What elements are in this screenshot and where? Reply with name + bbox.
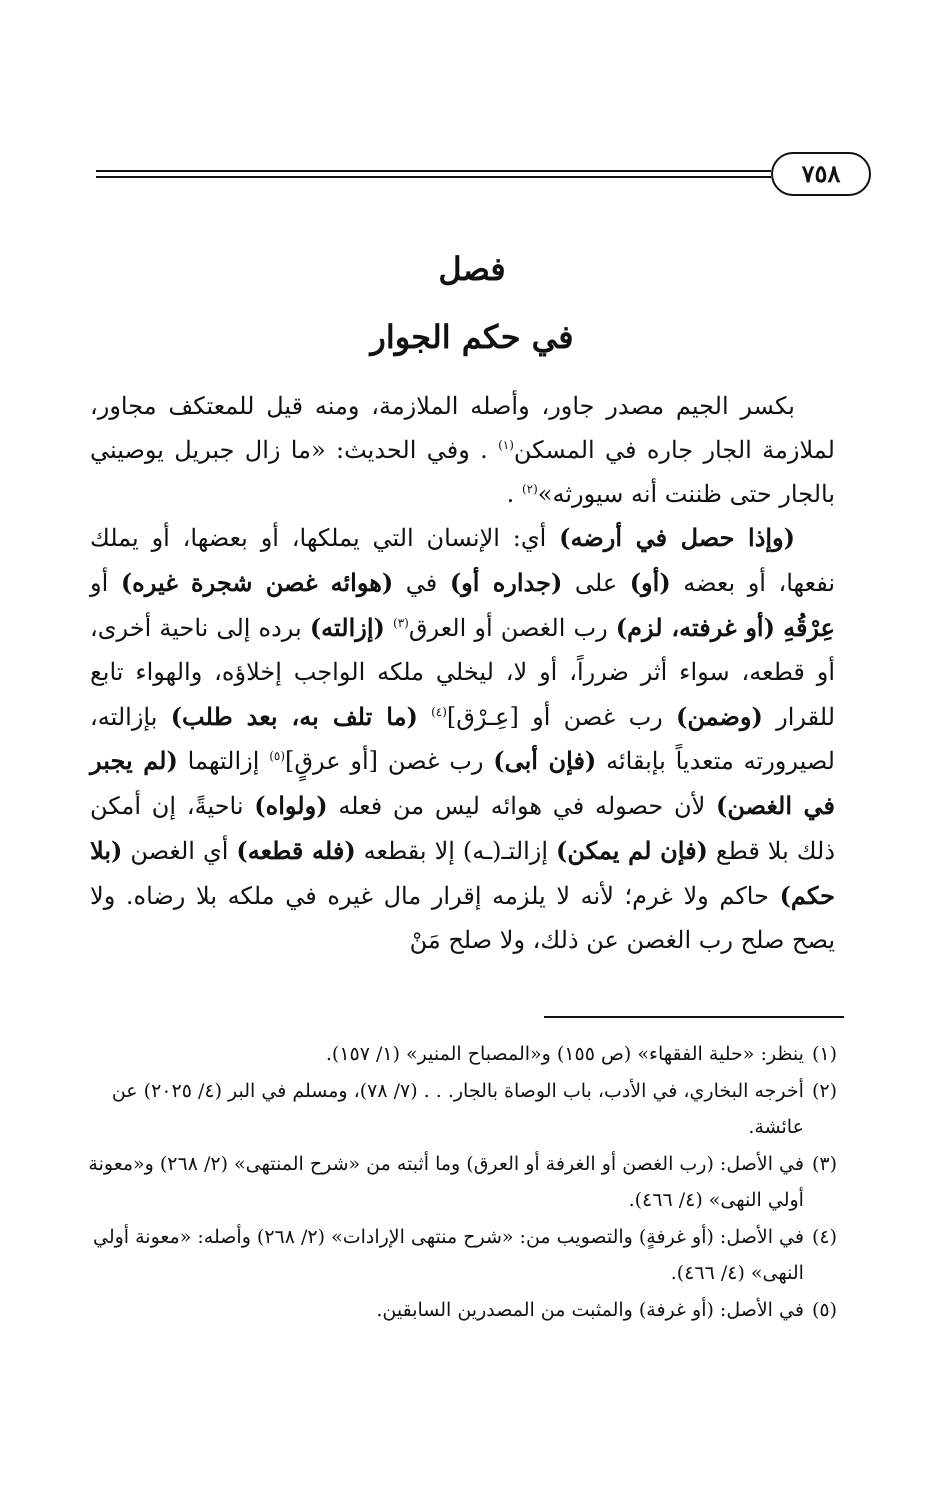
footnote [82,1073,837,1146]
matn-3: (جداره أو) [449,568,563,598]
matn-2: (أو) [629,568,671,598]
sharh-13: إزالتهما [177,747,270,776]
matn-10: (فإن أبى) [493,746,597,776]
sharh-6: رب الغصن أو العرق [408,613,616,642]
footnote-number: (٣) [811,1152,837,1175]
body-text [90,385,835,962]
sharh-11: بإزالته، لصيرورته متعدياً بإبقائه [90,702,835,776]
section-subtitle: في حكم الجوار [370,318,574,356]
matn-1: (وإذا حصل في أرضه) [559,523,795,553]
matn-7: (إزالته) [309,612,385,642]
footnote-ref-1: (١) [498,437,514,452]
sharh-15: ناحيةً، إن أمكن ذلك بلا قطع [90,792,835,865]
footnote-text: أخرجه البخاري، في الأدب، باب الوصاة بالجار. . . (٧/ ٧٨)، ومسلم في البر (٤/ ٢٠٢٥) عن عائشة. [111,1079,804,1138]
footnote-text: في الأصل: (أو غرفةٍ) والتصويب من: «شرح منتهى الإرادات» (٢/ ٢٦٨) وأصله: «معونة أولي النهى» (٤/ ٤٦٦). [92,1225,804,1284]
footnote [82,1036,837,1073]
page-header [96,152,871,198]
footnote-ref-5: (٥) [269,749,286,764]
matn-5: عِرْقُهِ [783,612,835,642]
footnote-text: ينظر: «حلية الفقهاء» (ص ١٥٥) و«المصباح المنير» (١/ ١٥٧). [325,1043,804,1065]
section-title: فصل [438,250,506,288]
p1-text-2: . وفي الحديث: «ما زال جبريل يوصيني بالجار حتى ظننت أنه سيورثه» [90,435,835,508]
sharh-3: في [393,569,450,598]
sharh-18: حاكم ولا غرم؛ لأنه لا يلزمه إقرار مال غيره في ملكه بلا رضاه. ولا يصح صلح رب الغصن عن ذلك، ولا صلح مَنْ [90,881,835,954]
matn-9: (ما تلف به، بعد طلب) [170,701,418,731]
sharh-10 [418,703,431,731]
footnote-number: (٤) [811,1225,837,1248]
sharh-14: لأن حصوله في هوائه ليس من فعله [327,792,717,821]
header-rule [96,170,771,178]
paragraph-1 [90,385,835,516]
footnote-number: (١) [811,1043,837,1065]
footnote-text: في الأصل: (رب الغصن أو الغرفة أو العرق) وما أثبته من «شرح المنتهى» (٢/ ٢٦٨) و«معونة أولي النهى» (٤/ ٤٦٦). [88,1152,804,1211]
p1-end: . [506,479,522,508]
footnote-ref-4: (٤) [431,704,447,719]
footnote-ref-3: (٣) [393,615,409,630]
sharh-1: أي: الإنسان التي يملكها، أو بعضها، أو يملك نفعها، أو بعضه [90,524,836,598]
sharh-2: على [562,569,630,598]
sharh-12: رب غصن [أو عرقٍ] [285,747,494,776]
sharh-8: برده إلى ناحية أخرى، أو قطعه، سواء أثر ضرراً، أو لا، ليخلي ملكه الواجب إخلاؤه، والهواء تابع للقرار [90,613,836,731]
sharh-4: أو [90,569,121,598]
footnote-text: في الأصل: (أو غرفة) والمثبت من المصدرين السابقين. [376,1298,804,1321]
matn-15: (بلا حكم) [90,835,835,910]
matn-14: (فله قطعه) [236,835,356,865]
sharh-5 [775,614,783,642]
matn-4: (هوائه غصن شجرة غيره) [120,568,394,598]
matn-6: (أو غرفته، لزم) [615,612,775,642]
matn-8: (وضمن) [676,701,763,731]
sharh-9: رب غصن أو [عِـرْق] [446,702,677,731]
footnotes [82,1036,837,1328]
sharh-16: إزالتـ(ـه) إلا بقطعه [355,836,557,865]
paragraph-2 [90,516,835,962]
footnote [82,1219,837,1292]
matn-12: (ولواه) [254,791,328,821]
page-number: ٧٥٨ [771,152,871,196]
matn-11: (لم يجبر في الغصن) [90,746,835,821]
footnote-number: (٥) [811,1298,837,1321]
p1-text: بكسر الجيم مصدر جاور، وأصله الملازمة، ومنه قيل للمعتكف مجاور، لملازمة الجار جاره في المسكن [90,392,835,464]
footnote [82,1146,837,1219]
sharh-7 [385,614,393,642]
sharh-17: أي الغصن [122,836,237,865]
footnote-number: (٢) [811,1079,837,1102]
footnotes-separator [544,1016,844,1018]
matn-13: (فإن لم يمكن) [556,835,708,865]
footnote [82,1292,837,1329]
footnote-ref-2: (٢) [521,481,538,496]
